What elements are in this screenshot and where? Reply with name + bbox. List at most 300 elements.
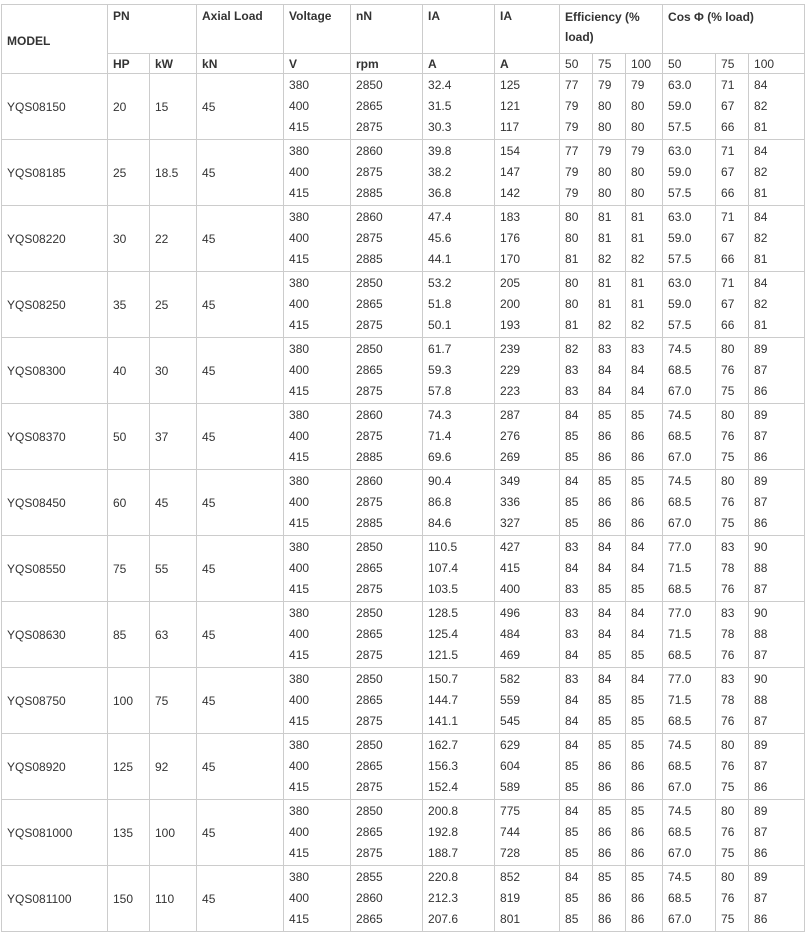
cos-75-value: 75	[721, 846, 735, 860]
eff-75-cell	[593, 272, 626, 338]
speed-value: 2875	[356, 165, 383, 179]
cos-75-cell	[716, 800, 749, 866]
cos-75-value: 66	[721, 120, 735, 134]
cos-50-cell	[663, 602, 716, 668]
eff-75-value: 79	[598, 144, 612, 158]
current-2-value: 604	[500, 759, 521, 773]
axial-load-cell: 45	[197, 140, 284, 206]
cos-75-value: 66	[721, 252, 735, 266]
voltage-value: 415	[289, 318, 310, 332]
eff-75-value: 80	[598, 165, 612, 179]
current-2-value: 117	[500, 120, 520, 134]
eff-50-value: 84	[565, 738, 579, 752]
hp-cell: 75	[108, 536, 150, 602]
hp-cell: 40	[108, 338, 150, 404]
speed-value: 2850	[356, 276, 383, 290]
current-2-value: 239	[500, 342, 521, 356]
cos-100-value: 81	[754, 252, 768, 266]
eff-100-value: 85	[631, 693, 645, 707]
eff-100-value: 86	[631, 759, 645, 773]
eff-75-value: 80	[598, 186, 612, 200]
cos-75-value: 66	[721, 318, 735, 332]
cos-75-cell	[716, 338, 749, 404]
speed-value: 2850	[356, 342, 383, 356]
eff-75-value: 85	[598, 714, 612, 728]
cos-100-value: 82	[754, 231, 768, 245]
current-value: 200.8	[428, 804, 459, 818]
table-row	[2, 140, 805, 206]
speed-cell	[351, 536, 423, 602]
cos-100-value: 90	[754, 672, 768, 686]
speed-value: 2885	[356, 450, 383, 464]
table-body	[2, 74, 805, 932]
speed-value: 2855	[356, 870, 383, 884]
eff-100-value: 84	[631, 540, 645, 554]
eff-50-value: 85	[565, 429, 579, 443]
speed-cell	[351, 140, 423, 206]
current-value: 144.7	[428, 693, 459, 707]
eff-75-value: 83	[598, 342, 612, 356]
current-value: 59.3	[428, 363, 452, 377]
eff-100-value: 86	[631, 912, 645, 926]
current-2-value: 223	[500, 384, 521, 398]
cos-50-value: 71.5	[668, 627, 692, 641]
cos-100-value: 86	[754, 846, 768, 860]
cos-50-value: 68.5	[668, 891, 692, 905]
cos-50-value: 74.5	[668, 870, 692, 884]
voltage-value: 415	[289, 252, 310, 266]
axial-load-cell: 45	[197, 734, 284, 800]
hp-cell: 30	[108, 206, 150, 272]
table-row	[2, 470, 805, 536]
cos-75-value: 80	[721, 870, 735, 884]
cos-50-value: 67.0	[668, 384, 692, 398]
eff-50-value: 85	[565, 450, 579, 464]
eff-75-cell	[593, 74, 626, 140]
speed-cell	[351, 74, 423, 140]
speed-value: 2875	[356, 495, 383, 509]
cos-100-cell	[749, 272, 805, 338]
current-2-cell	[495, 272, 560, 338]
cos-75-value: 75	[721, 450, 735, 464]
eff-75-value: 86	[598, 780, 612, 794]
eff-75-value: 86	[598, 891, 612, 905]
cos-50-value: 63.0	[668, 210, 692, 224]
eff-50-value: 81	[565, 318, 579, 332]
cos-75-value: 76	[721, 891, 735, 905]
current-2-value: 427	[500, 540, 521, 554]
current-value: 74.3	[428, 408, 452, 422]
hp-cell: 125	[108, 734, 150, 800]
speed-value: 2850	[356, 804, 383, 818]
current-value: 141.1	[428, 714, 459, 728]
kw-cell: 25	[150, 272, 197, 338]
kw-cell: 55	[150, 536, 197, 602]
cos-75-value: 67	[721, 165, 735, 179]
hp-cell: 85	[108, 602, 150, 668]
speed-value: 2865	[356, 297, 383, 311]
current-2-value: 327	[500, 516, 521, 530]
cos-100-value: 84	[754, 276, 768, 290]
speed-cell	[351, 734, 423, 800]
eff-50-value: 84	[565, 561, 579, 575]
eff-100-value: 82	[631, 252, 645, 266]
current-value: 45.6	[428, 231, 452, 245]
current-2-value: 852	[500, 870, 521, 884]
voltage-value: 400	[289, 429, 310, 443]
cos-50-value: 77.0	[668, 606, 692, 620]
eff-75-value: 86	[598, 450, 612, 464]
kw-cell: 110	[150, 866, 197, 932]
voltage-cell	[284, 602, 351, 668]
cos-100-cell	[749, 734, 805, 800]
eff-75-value: 80	[598, 99, 612, 113]
voltage-cell	[284, 404, 351, 470]
eff-50-value: 84	[565, 693, 579, 707]
current-2-value: 287	[500, 408, 521, 422]
cos-100-value: 87	[754, 495, 768, 509]
eff-100-value: 79	[631, 144, 645, 158]
speed-cell	[351, 338, 423, 404]
eff-100-value: 81	[631, 210, 645, 224]
cos-75-value: 80	[721, 474, 735, 488]
current-value: 107.4	[428, 561, 459, 575]
current-2-value: 629	[500, 738, 521, 752]
eff-75-value: 85	[598, 738, 612, 752]
current-value: 31.5	[428, 99, 452, 113]
cos-50-value: 57.5	[668, 252, 692, 266]
model-cell: YQS08220	[2, 206, 108, 272]
current-value: 152.4	[428, 780, 459, 794]
eff-50-cell	[560, 404, 593, 470]
kw-cell: 45	[150, 470, 197, 536]
eff-100-value: 85	[631, 738, 645, 752]
current-2-value: 147	[500, 165, 521, 179]
eff-100-cell	[626, 272, 663, 338]
current-2-value: 775	[500, 804, 521, 818]
eff-100-cell	[626, 206, 663, 272]
cos-50-value: 63.0	[668, 78, 692, 92]
cos-50-value: 74.5	[668, 408, 692, 422]
speed-cell	[351, 206, 423, 272]
cos-50-value: 59.0	[668, 99, 692, 113]
current-value: 57.8	[428, 384, 452, 398]
eff-50-value: 79	[565, 120, 579, 134]
hp-cell: 20	[108, 74, 150, 140]
speed-value: 2865	[356, 759, 383, 773]
cos-75-value: 71	[721, 78, 735, 92]
eff-75-value: 82	[598, 252, 612, 266]
cos-50-value: 68.5	[668, 714, 692, 728]
cos-75-cell	[716, 404, 749, 470]
speed-value: 2875	[356, 384, 383, 398]
cos-100-value: 86	[754, 384, 768, 398]
eff-100-cell	[626, 404, 663, 470]
current-value: 69.6	[428, 450, 452, 464]
cos-100-value: 82	[754, 99, 768, 113]
voltage-cell	[284, 338, 351, 404]
cos-75-value: 67	[721, 231, 735, 245]
cos-50-value: 67.0	[668, 450, 692, 464]
current-2-cell	[495, 74, 560, 140]
cos-75-cell	[716, 602, 749, 668]
current-2-value: 125	[500, 78, 521, 92]
cos-100-cell	[749, 536, 805, 602]
voltage-value: 400	[289, 363, 310, 377]
current-cell	[423, 74, 495, 140]
unit-kw: kW	[150, 54, 197, 74]
speed-value: 2875	[356, 120, 383, 134]
eff-50-cell	[560, 206, 593, 272]
voltage-value: 415	[289, 582, 310, 596]
cos-75-cell	[716, 206, 749, 272]
axial-load-cell: 45	[197, 866, 284, 932]
eff-50-value: 85	[565, 891, 579, 905]
voltage-value: 415	[289, 120, 310, 134]
eff-75-value: 84	[598, 672, 612, 686]
eff-100-value: 86	[631, 495, 645, 509]
cos-100-value: 84	[754, 78, 768, 92]
voltage-cell	[284, 470, 351, 536]
eff-75-value: 86	[598, 516, 612, 530]
speed-value: 2865	[356, 693, 383, 707]
cos-50-cell	[663, 734, 716, 800]
cos-100-value: 81	[754, 120, 768, 134]
cos-100-cell	[749, 74, 805, 140]
eff-100-value: 86	[631, 450, 645, 464]
current-2-value: 801	[500, 912, 521, 926]
current-value: 84.6	[428, 516, 452, 530]
voltage-value: 380	[289, 804, 310, 818]
current-value: 50.1	[428, 318, 452, 332]
model-cell: YQS08150	[2, 74, 108, 140]
cos-100-value: 87	[754, 363, 768, 377]
eff-50-value: 77	[565, 78, 579, 92]
eff-100-value: 82	[631, 318, 645, 332]
current-value: 38.2	[428, 165, 452, 179]
cos-100-cell	[749, 602, 805, 668]
current-value: 162.7	[428, 738, 459, 752]
eff-50-value: 79	[565, 186, 579, 200]
cos-50-value: 68.5	[668, 582, 692, 596]
eff-100-value: 81	[631, 231, 645, 245]
cos-75-value: 76	[721, 582, 735, 596]
model-cell: YQS08630	[2, 602, 108, 668]
current-value: 150.7	[428, 672, 459, 686]
header-nn: nN	[351, 5, 423, 54]
eff-100-cell	[626, 800, 663, 866]
eff-75-value: 84	[598, 606, 612, 620]
eff-100-value: 81	[631, 276, 645, 290]
header-row	[2, 5, 805, 54]
hp-cell: 150	[108, 866, 150, 932]
cos-100-cell	[749, 404, 805, 470]
eff-50-value: 83	[565, 540, 579, 554]
speed-value: 2875	[356, 780, 383, 794]
hp-cell: 100	[108, 668, 150, 734]
current-2-cell	[495, 470, 560, 536]
cos-100-value: 88	[754, 693, 768, 707]
speed-cell	[351, 272, 423, 338]
current-value: 44.1	[428, 252, 452, 266]
cos-100-value: 87	[754, 825, 768, 839]
voltage-value: 400	[289, 99, 310, 113]
eff-50-value: 79	[565, 99, 579, 113]
cos-50-cell	[663, 668, 716, 734]
cos-50-cell	[663, 74, 716, 140]
cos-50-cell	[663, 338, 716, 404]
current-cell	[423, 668, 495, 734]
hp-cell: 35	[108, 272, 150, 338]
current-value: 207.6	[428, 912, 459, 926]
cos-100-value: 84	[754, 144, 768, 158]
eff-75-cell	[593, 404, 626, 470]
eff-75-value: 86	[598, 429, 612, 443]
speed-value: 2860	[356, 210, 383, 224]
cos-100-value: 87	[754, 648, 768, 662]
voltage-value: 415	[289, 516, 310, 530]
axial-load-cell: 45	[197, 404, 284, 470]
cos-100-cell	[749, 470, 805, 536]
cos-75-value: 76	[721, 714, 735, 728]
header-ia: IA	[423, 5, 495, 54]
current-value: 53.2	[428, 276, 452, 290]
eff-75-value: 86	[598, 495, 612, 509]
cos-100-value: 82	[754, 165, 768, 179]
motor-spec-table	[1, 4, 805, 932]
speed-cell	[351, 800, 423, 866]
axial-load-cell: 45	[197, 470, 284, 536]
eff-50-value: 83	[565, 363, 579, 377]
eff-50-cell	[560, 74, 593, 140]
current-cell	[423, 536, 495, 602]
current-value: 71.4	[428, 429, 452, 443]
cos-50-value: 63.0	[668, 144, 692, 158]
cos-50-value: 67.0	[668, 780, 692, 794]
speed-value: 2860	[356, 144, 383, 158]
table-row	[2, 206, 805, 272]
cos-100-value: 81	[754, 318, 768, 332]
table-row	[2, 734, 805, 800]
eff-50-value: 82	[565, 342, 579, 356]
cos-100-value: 86	[754, 516, 768, 530]
current-2-value: 121	[500, 99, 521, 113]
hp-cell: 60	[108, 470, 150, 536]
eff-50-value: 80	[565, 297, 579, 311]
eff-100-value: 80	[631, 99, 645, 113]
voltage-value: 400	[289, 231, 310, 245]
cos-50-value: 68.5	[668, 825, 692, 839]
cos-100-value: 89	[754, 804, 768, 818]
eff-50-value: 85	[565, 759, 579, 773]
current-2-cell	[495, 404, 560, 470]
voltage-value: 380	[289, 540, 310, 554]
eff-50-cell	[560, 536, 593, 602]
eff-75-value: 84	[598, 540, 612, 554]
unit-eff-50: 50	[560, 54, 593, 74]
cos-100-value: 89	[754, 738, 768, 752]
voltage-value: 400	[289, 891, 310, 905]
cos-50-cell	[663, 140, 716, 206]
speed-value: 2850	[356, 78, 383, 92]
cos-100-value: 90	[754, 606, 768, 620]
eff-75-value: 81	[598, 231, 612, 245]
cos-75-value: 67	[721, 297, 735, 311]
eff-100-value: 86	[631, 780, 645, 794]
voltage-value: 415	[289, 714, 310, 728]
cos-50-value: 67.0	[668, 516, 692, 530]
current-value: 192.8	[428, 825, 459, 839]
kw-cell: 100	[150, 800, 197, 866]
current-2-value: 545	[500, 714, 521, 728]
cos-100-value: 86	[754, 450, 768, 464]
cos-75-value: 83	[721, 672, 735, 686]
eff-75-cell	[593, 800, 626, 866]
cos-75-cell	[716, 74, 749, 140]
voltage-value: 400	[289, 297, 310, 311]
voltage-value: 380	[289, 606, 310, 620]
speed-cell	[351, 470, 423, 536]
voltage-value: 380	[289, 474, 310, 488]
eff-100-value: 83	[631, 342, 645, 356]
cos-50-value: 57.5	[668, 186, 692, 200]
cos-75-value: 78	[721, 561, 735, 575]
voltage-value: 400	[289, 825, 310, 839]
cos-75-cell	[716, 140, 749, 206]
voltage-value: 415	[289, 186, 310, 200]
cos-50-value: 59.0	[668, 231, 692, 245]
unit-kn: kN	[197, 54, 284, 74]
table-row	[2, 338, 805, 404]
speed-value: 2865	[356, 912, 383, 926]
model-cell: YQS08300	[2, 338, 108, 404]
eff-50-value: 84	[565, 870, 579, 884]
eff-75-cell	[593, 206, 626, 272]
eff-50-cell	[560, 272, 593, 338]
kw-cell: 63	[150, 602, 197, 668]
current-2-value: 183	[500, 210, 521, 224]
cos-75-cell	[716, 536, 749, 602]
eff-100-value: 81	[631, 297, 645, 311]
table-row	[2, 404, 805, 470]
eff-100-cell	[626, 140, 663, 206]
cos-50-value: 74.5	[668, 342, 692, 356]
eff-50-value: 83	[565, 582, 579, 596]
cos-50-value: 77.0	[668, 540, 692, 554]
voltage-cell	[284, 206, 351, 272]
axial-load-cell: 45	[197, 668, 284, 734]
voltage-value: 380	[289, 870, 310, 884]
speed-value: 2860	[356, 891, 383, 905]
eff-100-value: 80	[631, 120, 645, 134]
eff-100-value: 86	[631, 516, 645, 530]
unit-cos-50: 50	[663, 54, 716, 74]
current-value: 51.8	[428, 297, 452, 311]
speed-value: 2850	[356, 672, 383, 686]
voltage-cell	[284, 536, 351, 602]
current-2-value: 496	[500, 606, 521, 620]
cos-75-value: 71	[721, 210, 735, 224]
voltage-value: 380	[289, 144, 310, 158]
cos-50-cell	[663, 470, 716, 536]
cos-50-value: 57.5	[668, 318, 692, 332]
current-cell	[423, 470, 495, 536]
unit-rpm: rpm	[351, 54, 423, 74]
cos-75-value: 80	[721, 342, 735, 356]
table-row	[2, 602, 805, 668]
voltage-value: 400	[289, 561, 310, 575]
cos-100-cell	[749, 668, 805, 734]
